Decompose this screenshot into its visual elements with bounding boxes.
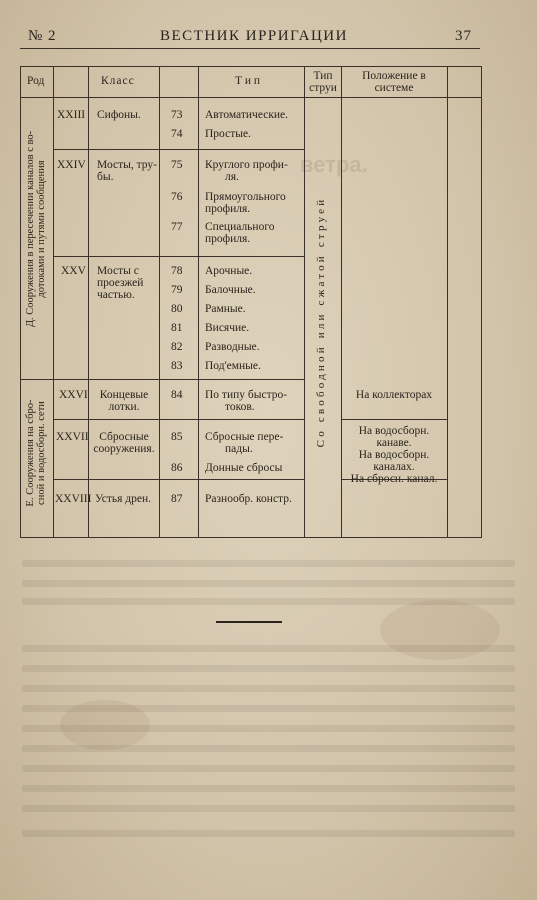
issue-number: № 2 <box>28 28 57 44</box>
type-name: Рамные. <box>205 303 246 315</box>
page-number: 37 <box>455 28 472 44</box>
class-num: XXVIII <box>55 493 92 505</box>
col-header-rod: Род <box>27 75 45 87</box>
type-name: Круглого профи- ля. <box>205 159 288 183</box>
type-num: 77 <box>171 221 183 233</box>
type-num: 80 <box>171 303 183 315</box>
type-num: 83 <box>171 360 183 372</box>
type-name: По типу быстро- токов. <box>205 389 288 413</box>
class-num: XXIII <box>57 109 86 121</box>
stream-type-label: Со свободной или сжатой струей <box>315 196 327 448</box>
class-num: XXVII <box>56 431 89 443</box>
type-num: 74 <box>171 128 183 140</box>
type-num: 79 <box>171 284 183 296</box>
class-name: Сифоны. <box>97 109 141 121</box>
type-name: Разводные. <box>205 341 260 353</box>
type-num: 86 <box>171 462 183 474</box>
type-name: Прямоугольного профиля. <box>205 191 286 215</box>
type-num: 75 <box>171 159 183 171</box>
class-num: XXVI <box>59 389 88 401</box>
type-name: Сбросные пере- пады. <box>205 431 284 455</box>
type-num: 82 <box>171 341 183 353</box>
type-num: 76 <box>171 191 183 203</box>
col-header-tip: Т и п <box>235 75 261 87</box>
group-label-d: Д. Сооружения в пересечении каналов с во- дотоками и путями сообщения <box>25 130 47 328</box>
type-name: Под'емные. <box>205 360 261 372</box>
type-name: Арочные. <box>205 265 253 277</box>
type-num: 78 <box>171 265 183 277</box>
class-num: XXV <box>61 265 86 277</box>
type-num: 73 <box>171 109 183 121</box>
group-label-e: Е. Сооружения на сбро- сной и водосборн. сети <box>25 399 47 507</box>
type-num: 85 <box>171 431 183 443</box>
type-name: Висячие. <box>205 322 250 334</box>
class-name: Мосты с проезжей частью. <box>97 265 144 301</box>
type-name: Разнообр. констр. <box>205 493 292 505</box>
journal-title: ВЕСТНИК ИРРИГАЦИИ <box>160 28 348 44</box>
col-header-polozhenie: Положение в системе <box>362 70 426 94</box>
type-name: Простые. <box>205 128 251 140</box>
class-num: XXIV <box>57 159 86 171</box>
type-name: Балочные. <box>205 284 256 296</box>
classification-table <box>20 66 482 538</box>
type-num: 87 <box>171 493 183 505</box>
type-num: 84 <box>171 389 183 401</box>
position-cell: На водосборн. канаве. На водосборн. каналах. На сбросн. канал. <box>350 425 438 485</box>
show-through-text: ветра. <box>300 152 368 177</box>
type-num: 81 <box>171 322 183 334</box>
col-header-tip-strui: Тип струи <box>309 70 337 94</box>
position-cell: На коллекторах <box>355 389 433 401</box>
running-header <box>20 26 480 49</box>
col-header-klass: Класс <box>101 75 135 87</box>
type-name: Донные сбросы <box>205 462 283 474</box>
class-name: Концевые лотки. <box>99 389 149 413</box>
class-name: Мосты, тру- бы. <box>97 159 157 183</box>
section-divider <box>216 621 282 623</box>
class-name: Устья дрен. <box>95 493 152 505</box>
type-name: Автоматические. <box>205 109 289 121</box>
type-name: Специального профиля. <box>205 221 275 245</box>
class-name: Сбросные сооружения. <box>93 431 155 455</box>
